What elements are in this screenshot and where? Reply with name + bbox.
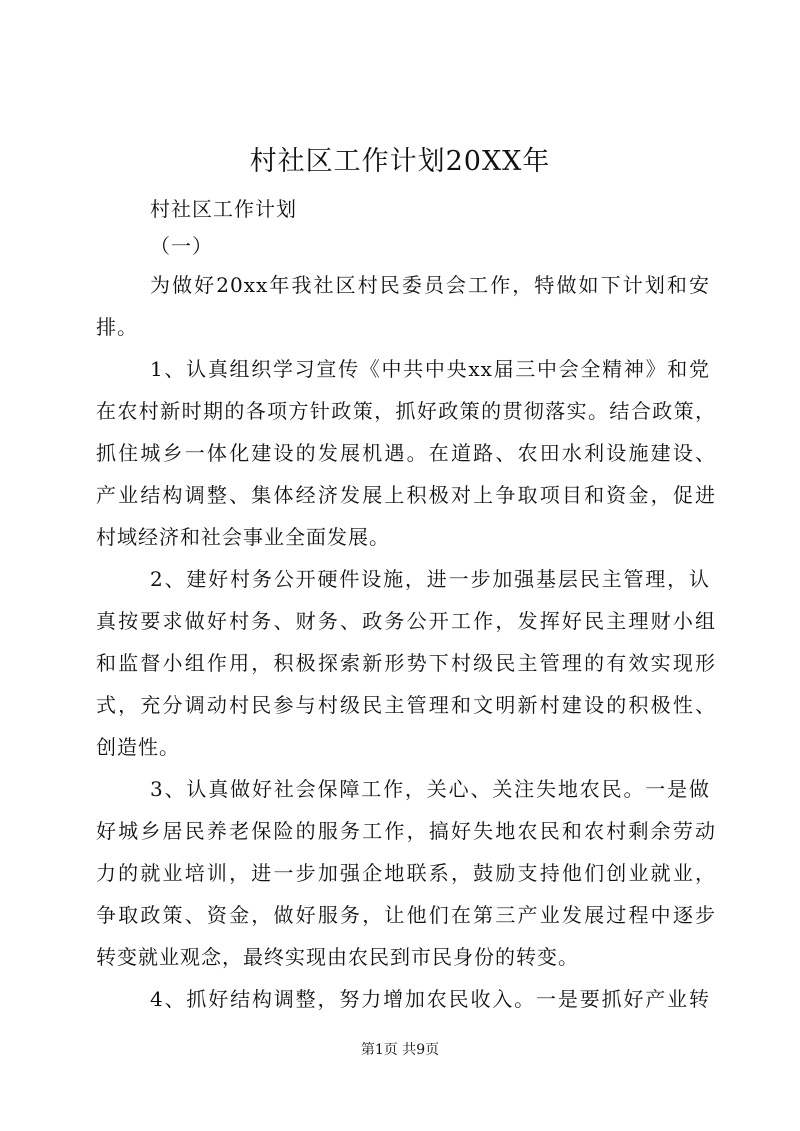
paragraph-line: 力的就业培训，进一步加强企地联系，鼓励支持他们创业就业，: [96, 861, 716, 885]
paragraph-line: 争取政策、资金，做好服务，让他们在第三产业发展过程中逐步: [96, 903, 716, 927]
paragraph-line: 抓住城乡一体化建设的发展机遇。在道路、农田水利设施建设、: [96, 441, 716, 465]
document-title: 村社区工作计划20XX年: [249, 146, 551, 177]
paragraph-line: 产业结构调整、集体经济发展上积极对上争取项目和资金，促进: [96, 483, 716, 507]
section-number: （一）: [150, 234, 213, 258]
paragraph-line: 2、建好村务公开硬件设施，进一步加强基层民主管理，认: [150, 567, 710, 591]
page-number-footer: 第1页 共9页: [360, 1042, 440, 1058]
paragraph-line: 4、抓好结构调整，努力增加农民收入。一是要抓好产业转: [150, 987, 710, 1011]
paragraph-line: 1、认真组织学习宣传《中共中央xx届三中会全精神》和党: [150, 357, 710, 381]
paragraph-line: 真按要求做好村务、财务、政务公开工作，发挥好民主理财小组: [96, 609, 716, 633]
paragraph-line: 为做好20xx年我社区村民委员会工作，特做如下计划和安: [150, 273, 710, 297]
paragraph-line: 转变就业观念，最终实现由农民到市民身份的转变。: [96, 945, 579, 969]
paragraph-line: 和监督小组作用，积极探索新形势下村级民主管理的有效实现形: [96, 651, 716, 675]
subtitle-line: 村社区工作计划: [150, 197, 297, 221]
paragraph-line: 创造性。: [96, 735, 180, 759]
paragraph-line: 好城乡居民养老保险的服务工作，搞好失地农民和农村剩余劳动: [96, 819, 716, 843]
paragraph-line: 村域经济和社会事业全面发展。: [96, 525, 390, 549]
paragraph-line: 在农村新时期的各项方针政策，抓好政策的贯彻落实。结合政策，: [96, 399, 716, 423]
paragraph-line: 3、认真做好社会保障工作，关心、关注失地农民。一是做: [150, 777, 710, 801]
paragraph-line: 排。: [96, 315, 138, 339]
paragraph-line: 式，充分调动村民参与村级民主管理和文明新村建设的积极性、: [96, 693, 716, 717]
